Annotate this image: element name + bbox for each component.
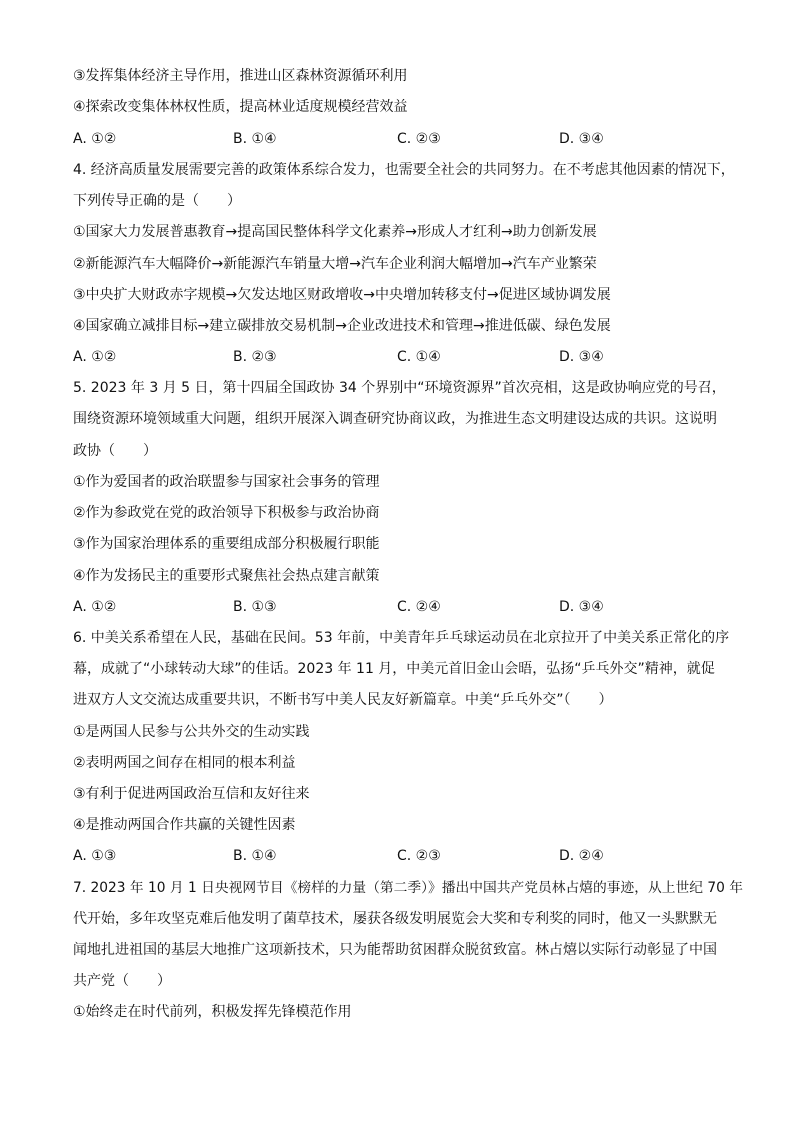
q5-options <box>73 597 753 617</box>
q3-option-b: B. ①④ <box>233 131 277 147</box>
q3-statement-4: ④探索改变集体林权性质，提高林业适度规模经营效益 <box>73 99 408 115</box>
q5-stem-line-3: 政协（ ） <box>73 443 157 459</box>
q7-statement-1: ①始终走在时代前列，积极发挥先锋模范作用 <box>73 1004 352 1020</box>
q6-statement-4: ④是推动两国合作共赢的关键性因素 <box>73 817 296 833</box>
q5-option-d: D. ③④ <box>559 599 604 615</box>
q5-option-c: C. ②④ <box>397 599 441 615</box>
q5-option-b: B. ①③ <box>233 599 277 615</box>
q6-option-a: A. ①③ <box>73 848 117 864</box>
q5-stem-line-2: 围绕资源环境领域重大问题，组织开展深入调查研究协商议政，为推进生态文明建设达成的共识。这说明 <box>73 411 717 427</box>
q4-statement-4: ④国家确立减排目标→建立碳排放交易机制→企业改进技术和管理→推进低碳、绿色发展 <box>73 318 611 334</box>
q5-statement-2: ②作为参政党在党的政治领导下积极参与政治协商 <box>73 505 380 521</box>
q7-stem-line-2: 代开始，多年攻坚克难后他发明了菌草技术，屡获各级发明展览会大奖和专利奖的同时，他又一头默默无 <box>73 911 717 927</box>
q5-statement-4: ④作为发扬民主的重要形式聚焦社会热点建言献策 <box>73 568 380 584</box>
q4-option-c: C. ①④ <box>397 349 441 365</box>
q6-stem-line-3: 进双方人文交流达成重要共识，不断书写中美人民友好新篇章。中美“乒乓外交”（ ） <box>73 692 613 708</box>
q5-option-a: A. ①② <box>73 599 117 615</box>
q3-option-c: C. ②③ <box>397 131 441 147</box>
q5-stem-line-1: 5. 2023 年 3 月 5 日，第十四届全国政协 34 个界别中“环境资源界”首次亮相，这是政协响应党的号召， <box>73 380 726 396</box>
q7-stem-line-4: 共产党（ ） <box>73 973 171 989</box>
q4-option-a: A. ①② <box>73 349 117 365</box>
q5-statement-1: ①作为爱国者的政治联盟参与国家社会事务的管理 <box>73 474 380 490</box>
q3-statement-3: ③发挥集体经济主导作用，推进山区森林资源循环利用 <box>73 68 408 84</box>
q4-statement-3: ③中央扩大财政赤字规模→欠发达地区财政增收→中央增加转移支付→促进区域协调发展 <box>73 287 611 303</box>
q3-option-a: A. ①② <box>73 131 117 147</box>
q6-stem-line-1: 6. 中美关系希望在人民，基础在民间。53 年前，中美青年乒乓球运动员在北京拉开了中美关系正常化的序 <box>73 630 730 646</box>
q4-statement-2: ②新能源汽车大幅降价→新能源汽车销量大增→汽车企业利润大幅增加→汽车产业繁荣 <box>73 256 597 272</box>
q4-stem-line-2: 下列传导正确的是（ ） <box>73 193 241 209</box>
q7-stem-line-3: 闻地扎进祖国的基层大地推广这项新技术，只为能帮助贫困群众脱贫致富。林占熺以实际行动彰显了中国 <box>73 942 717 958</box>
q6-option-c: C. ②③ <box>397 848 441 864</box>
q3-options <box>73 129 753 149</box>
q7-stem-line-1: 7. 2023 年 10 月 1 日央视网节目《榜样的力量（第二季）》播出中国共产党员林占熺的事迹，从上世纪 70 年 <box>73 880 743 896</box>
q6-options <box>73 846 753 866</box>
q4-stem-line-1: 4. 经济高质量发展需要完善的政策体系综合发力，也需要全社会的共同努力。在不考虑其他因素的情况下， <box>73 162 735 178</box>
q4-option-b: B. ②③ <box>233 349 277 365</box>
q6-statement-3: ③有利于促进两国政治互信和友好往来 <box>73 786 310 802</box>
q6-option-b: B. ①④ <box>233 848 277 864</box>
q5-statement-3: ③作为国家治理体系的重要组成部分积极履行职能 <box>73 536 380 552</box>
q6-statement-2: ②表明两国之间存在相同的根本利益 <box>73 755 296 771</box>
q4-options <box>73 347 753 367</box>
q6-statement-1: ①是两国人民参与公共外交的生动实践 <box>73 724 310 740</box>
q3-option-d: D. ③④ <box>559 131 604 147</box>
q4-option-d: D. ③④ <box>559 349 604 365</box>
q6-option-d: D. ②④ <box>559 848 604 864</box>
q4-statement-1: ①国家大力发展普惠教育→提高国民整体科学文化素养→形成人才红利→助力创新发展 <box>73 224 597 240</box>
q6-stem-line-2: 幕，成就了“小球转动大球”的佳话。2023 年 11 月，中美元首旧金山会晤，弘扬“乒乓外交”精神，就促 <box>73 661 715 677</box>
